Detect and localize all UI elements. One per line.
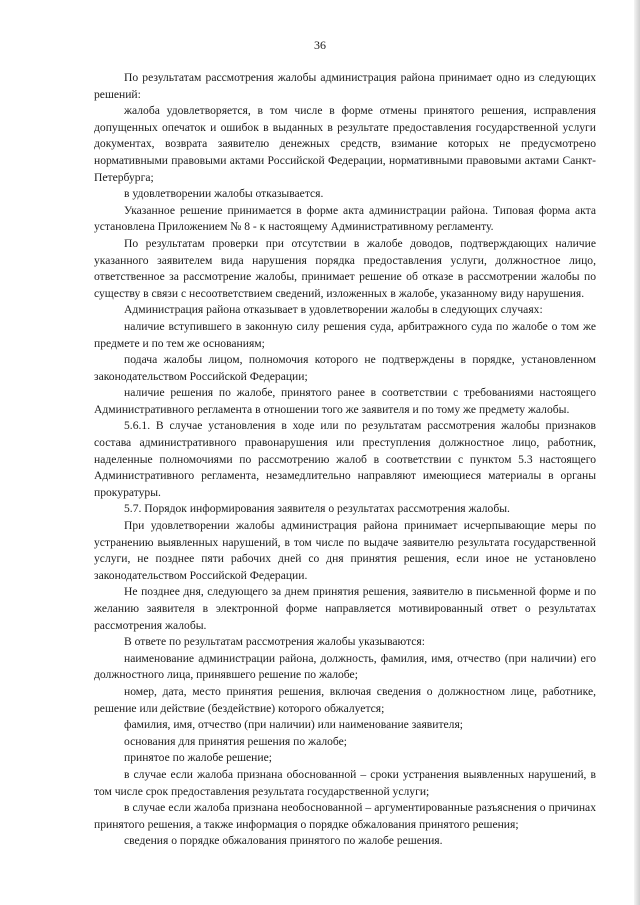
paragraph: наименование администрации района, должность, фамилия, имя, отчество (при наличии) его должностного лица, принявшего решение по жалобе; bbox=[94, 651, 596, 682]
page-edge-shadow bbox=[634, 0, 640, 905]
paragraph: основания для принятия решения по жалобе; bbox=[124, 734, 348, 748]
paragraph: в случае если жалоба признана необоснованной – аргументированные разъяснения о причинах принятого решения, а также информация о порядке обжалования принятого решения; bbox=[94, 801, 596, 831]
paragraph: Указанное решение принимается в форме акта администрации района. Типовая форма акта установлена Приложением № 8 - к настоящему Административному регламенту. bbox=[94, 203, 596, 234]
paragraph: По результатам рассмотрения жалобы администрация района принимает одно из следующих решений: bbox=[94, 71, 596, 101]
paragraph: фамилия, имя, отчество (при наличии) или наименование заявителя; bbox=[124, 718, 464, 732]
paragraph: 5.6.1. В случае установления в ходе или по результатам рассмотрения жалобы признаков состава административного правонарушения или преступления должностное лицо, работник, наделенные полномочиями по рассмотрению жалоб в соответствии с пунктом 5.3 настоящего Административного регламента, незамедлительно направляют имеющиеся материалы в органы прокуратуры. bbox=[94, 419, 596, 499]
paragraph: в удовлетворении жалобы отказывается. bbox=[124, 187, 324, 201]
paragraph: номер, дата, место принятия решения, включая сведения о должностном лице, работнике, решение или действие (бездействие) которого обжалуется; bbox=[94, 684, 596, 715]
paragraph: наличие вступившего в законную силу решения суда, арбитражного суда по жалобе о том же предмете и по тем же основаниям; bbox=[94, 319, 596, 350]
paragraph: сведения о порядке обжалования принятого по жалобе решения. bbox=[124, 834, 443, 848]
paragraph: 5.7. Порядок информирования заявителя о результатах рассмотрения жалобы. bbox=[124, 502, 510, 516]
paragraph: Администрация района отказывает в удовлетворении жалобы в следующих случаях: bbox=[124, 303, 543, 317]
paragraph: принятое по жалобе решение; bbox=[124, 751, 272, 765]
paragraph: жалоба удовлетворяется, в том числе в форме отмены принятого решения, исправления допущенных опечаток и ошибок в выданных в результате предоставления государственной услуги документах, возврата заявителю денежных средств, взимание которых не предусмотрено нормативными правовыми актами Российской Федерации, нормативными правовыми актами Санкт-Петербурга; bbox=[94, 104, 596, 184]
paragraph: в случае если жалоба признана обоснованной – сроки устранения выявленных нарушений, в том числе срок предоставления результата государственной услуги; bbox=[94, 767, 596, 798]
paragraph: подача жалобы лицом, полномочия которого не подтверждены в порядке, установленном законодательством Российской Федерации; bbox=[94, 353, 596, 383]
paragraph: Не позднее дня, следующего за днем принятия решения, заявителю в письменной форме и по желанию заявителя в электронной форме направляется мотивированный ответ о результатах рассмотрения жалобы. bbox=[94, 585, 596, 632]
document-body bbox=[94, 70, 596, 850]
paragraph: наличие решения по жалобе, принятого ранее в соответствии с требованиями настоящего Административного регламента в отношении того же заявителя и по тому же предмету жалобы. bbox=[94, 386, 596, 416]
paragraph: В ответе по результатам рассмотрения жалобы указываются: bbox=[124, 635, 425, 649]
paragraph: По результатам проверки при отсутствии в жалобе доводов, подтверждающих наличие указанного заявителем вида нарушения порядка предоставления услуги, должностное лицо, ответственное за рассмотрение жалобы, принимает решение об отказе в рассмотрении жалобы по существу в связи с несоответствием сведений, изложенных в жалобе, указанному виду нарушения. bbox=[94, 236, 596, 300]
page-number: 36 bbox=[314, 38, 326, 52]
paragraph: При удовлетворении жалобы администрация района принимает исчерпывающие меры по устранению выявленных нарушений, в том числе по выдаче заявителю результата государственной услуги, не позднее пяти рабочих дней со дня принятия решения, если иное не установлено законодательством Российской Федерации. bbox=[94, 519, 596, 582]
